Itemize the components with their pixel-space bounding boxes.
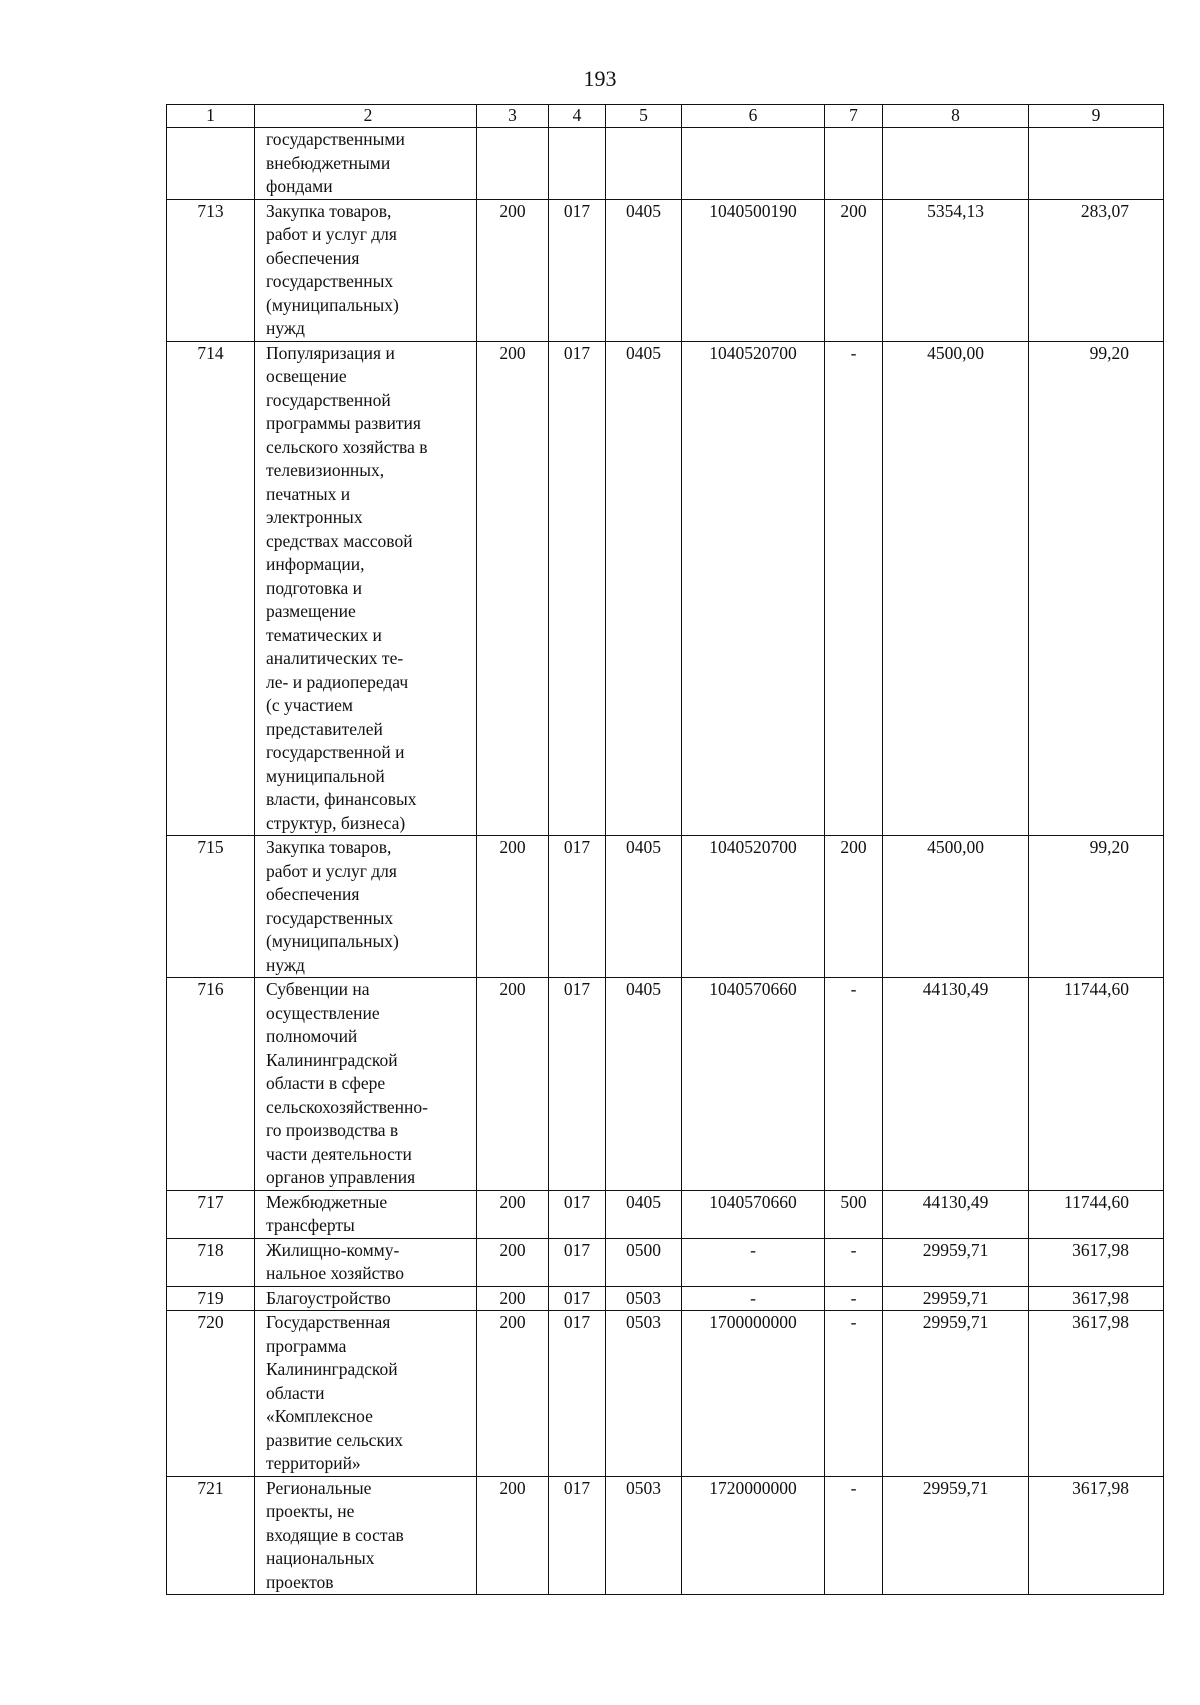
row-col3: 200 [477,1476,549,1595]
row-col9: 99,20 [1029,341,1164,836]
row-col6: - [682,1238,825,1286]
row-col4: 017 [549,1476,606,1595]
row-col8: 44130,49 [883,978,1029,1191]
row-col8: 4500,00 [883,836,1029,978]
row-description: государственными внебюджетными фондами [255,128,477,200]
row-col4: 017 [549,836,606,978]
row-col9: 3617,98 [1029,1238,1164,1286]
column-header-2: 2 [255,105,477,128]
row-col8: 29959,71 [883,1311,1029,1477]
row-col5 [606,128,682,200]
row-col8: 29959,71 [883,1286,1029,1311]
row-col3: 200 [477,1311,549,1477]
row-col3: 200 [477,1190,549,1238]
row-col3: 200 [477,978,549,1191]
table-row [167,1190,1164,1238]
table-row [167,341,1164,836]
column-header-8: 8 [883,105,1029,128]
row-col3: 200 [477,836,549,978]
row-col4: 017 [549,1286,606,1311]
row-col3: 200 [477,1286,549,1311]
row-col6: 1040520700 [682,341,825,836]
column-header-1: 1 [167,105,255,128]
row-col6: 1700000000 [682,1311,825,1477]
row-col5: 0405 [606,836,682,978]
row-number [167,128,255,200]
row-col7: 200 [825,199,883,341]
row-col3: 200 [477,341,549,836]
row-col8: 44130,49 [883,1190,1029,1238]
row-col6: 1040570660 [682,978,825,1191]
row-col4: 017 [549,1190,606,1238]
row-description: Популяризация и освещение государственной программы развития сельского хозяйства в телевизионных, печатных и электронных средствах массовой информации, подготовка и размещение тематических и аналитических те- ле- и радиопередач (с участием представителей государственной и муниципальной власти, финансовых структур, бизнеса) [255,341,477,836]
row-col8: 29959,71 [883,1238,1029,1286]
row-description: Межбюджетные трансферты [255,1190,477,1238]
row-col5: 0503 [606,1286,682,1311]
column-header-9: 9 [1029,105,1164,128]
table-row [167,1238,1164,1286]
row-number: 716 [167,978,255,1191]
row-col5: 0503 [606,1311,682,1477]
row-col8 [883,128,1029,200]
row-col7: 200 [825,836,883,978]
row-col4: 017 [549,341,606,836]
row-number: 720 [167,1311,255,1477]
row-col5: 0500 [606,1238,682,1286]
table-row [167,199,1164,341]
table-row [167,128,1164,200]
row-col8: 29959,71 [883,1476,1029,1595]
column-header-5: 5 [606,105,682,128]
column-header-3: 3 [477,105,549,128]
column-header-7: 7 [825,105,883,128]
table-row [167,836,1164,978]
row-col7: - [825,978,883,1191]
row-description: Жилищно-комму- нальное хозяйство [255,1238,477,1286]
row-col5: 0503 [606,1476,682,1595]
row-col8: 5354,13 [883,199,1029,341]
row-col6: 1040570660 [682,1190,825,1238]
row-col9: 283,07 [1029,199,1164,341]
row-number: 715 [167,836,255,978]
row-number: 721 [167,1476,255,1595]
budget-table [166,104,1164,1595]
page-number: 193 [583,66,617,91]
row-col7: - [825,1311,883,1477]
row-description: Субвенции на осуществление полномочий Калининградской области в сфере сельскохозяйственно- го производства в части деятельности органов управления [255,978,477,1191]
row-col7: - [825,1238,883,1286]
row-col4: 017 [549,1238,606,1286]
row-col9: 3617,98 [1029,1286,1164,1311]
row-col9: 11744,60 [1029,978,1164,1191]
row-number: 714 [167,341,255,836]
table-header-row [167,105,1164,128]
row-col7: - [825,341,883,836]
table-row [167,1476,1164,1595]
row-col4: 017 [549,1311,606,1477]
row-col3 [477,128,549,200]
row-col6: 1040500190 [682,199,825,341]
row-number: 713 [167,199,255,341]
row-col7: - [825,1476,883,1595]
row-col9: 3617,98 [1029,1476,1164,1595]
row-description: Закупка товаров, работ и услуг для обеспечения государственных (муниципальных) нужд [255,199,477,341]
row-col6: - [682,1286,825,1311]
row-col9: 3617,98 [1029,1311,1164,1477]
row-col3: 200 [477,1238,549,1286]
row-col6: 1720000000 [682,1476,825,1595]
row-col9: 99,20 [1029,836,1164,978]
table-row [167,978,1164,1191]
row-number: 717 [167,1190,255,1238]
row-col6 [682,128,825,200]
row-col4: 017 [549,978,606,1191]
row-col5: 0405 [606,1190,682,1238]
row-col5: 0405 [606,341,682,836]
row-description: Региональные проекты, не входящие в состав национальных проектов [255,1476,477,1595]
column-header-6: 6 [682,105,825,128]
row-description: Закупка товаров, работ и услуг для обеспечения государственных (муниципальных) нужд [255,836,477,978]
row-col5: 0405 [606,978,682,1191]
row-col4: 017 [549,199,606,341]
row-col7 [825,128,883,200]
row-col5: 0405 [606,199,682,341]
row-description: Благоустройство [255,1286,477,1311]
row-col9 [1029,128,1164,200]
column-header-4: 4 [549,105,606,128]
table-row [167,1311,1164,1477]
row-col8: 4500,00 [883,341,1029,836]
row-col7: 500 [825,1190,883,1238]
table-row [167,1286,1164,1311]
row-col9: 11744,60 [1029,1190,1164,1238]
row-col6: 1040520700 [682,836,825,978]
row-number: 718 [167,1238,255,1286]
row-col4 [549,128,606,200]
row-col3: 200 [477,199,549,341]
row-description: Государственная программа Калининградской области «Комплексное развитие сельских территорий» [255,1311,477,1477]
row-number: 719 [167,1286,255,1311]
row-col7: - [825,1286,883,1311]
